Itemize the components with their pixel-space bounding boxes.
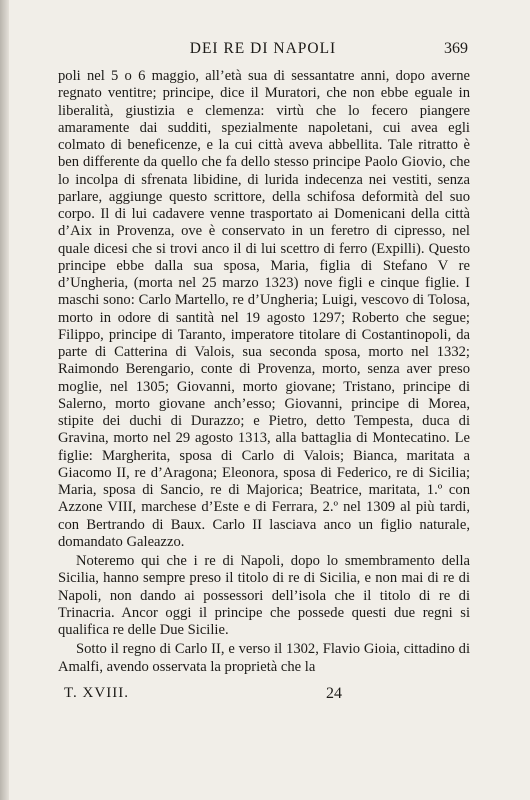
running-title: DEI RE DI NAPOLI bbox=[189, 40, 337, 57]
page-number: 369 bbox=[444, 40, 468, 57]
page-header bbox=[58, 40, 468, 66]
paragraph-flavio-gioia: Sotto il regno di Carlo II, e verso il 1302, Flavio Gioia, cittadino di Amalfi, avendo osservata la proprietà che la bbox=[58, 641, 470, 675]
signature-number: 24 bbox=[326, 685, 342, 702]
page-gutter-shadow bbox=[0, 0, 9, 800]
paragraph-sicily-title: Noteremo qui che i re di Napoli, dopo lo smembramento della Sicilia, hanno sempre preso il titolo di re di Sicilia, e non mai di re di Napoli, non dando ai possessori dell’isola che il titolo di re di Trinacria. Ancor oggi il principe che possede questi due regni si qualifica re delle Due Sicilie. bbox=[58, 553, 470, 638]
paragraph-continued: poli nel 5 o 6 maggio, all’età sua di sessantatre anni, dopo averne regnato ventitre; principe, dice il Muratori, che non ebbe eguale in liberalità, giustizia e clemenza: virtù che lo fecero piangere amaramente dai sudditi, spezialmente napoletani, cui avea egli colmato di beneficenze, e la cui città aveva abbellita. Tale ritratto è ben differente da quello che fa dello stesso principe Paolo Giovio, che lo incolpa di sfrenata libidine, di lurida indecenza nei vestiti, senza parlare, aggiunge questo scrittore, della schifosa deformità del suo corpo. Il di lui cadavere venne trasportato ai Domenicani della città d’Aix in Provenza, ove è conservato in un feretro di cipresso, nel quale dicesi che si trovi anco il di lui scettro di ferro (Expilli). Questo principe ebbe dalla sua sposa, Maria, figlia di Stefano V re d’Ungheria, (morta nel 25 marzo 1323) nove figli e cinque figlie. I maschi sono: Carlo Martello, re d’Ungheria; Luigi, vescovo di Tolosa, morto in odore di santità nel 19 agosto 1297; Roberto che segue; Filippo, principe di Taranto, imperatore titolare di Costantinopoli, da parte di Catterina di Valois, sua seconda sposa, morto nel 1332; Raimondo Berengario, conte di Provenza, morto, senza aver preso moglie, nel 1305; Giovanni, morto giovane; Tristano, principe di Salerno, morto giovane anch’esso; Giovanni, principe di Morea, stipite dei duchi di Durazzo; e Pietro, detto Tempesta, duca di Gravina, morto nel 29 agosto 1313, alla battaglia di Montecatino. Le figlie: Margherita, sposa di Carlo di Valois; Bianca, maritata a Giacomo II, re d’Aragona; Eleonora, sposa di Federico, re di Sicilia; Maria, sposa di Sancio, re di Majorica; Beatrice, maritata, 1.º con Azzone VIII, marchese d’Este e di Ferrara, 2.º nel 1309 al più tardi, con Bertrando di Baux. Carlo II lasciava anco un figlio naturale, domandato Galeazzo. bbox=[58, 68, 470, 550]
volume-signature: T. XVIII. bbox=[64, 685, 129, 701]
page-footer bbox=[58, 685, 358, 707]
page-body bbox=[58, 68, 470, 676]
